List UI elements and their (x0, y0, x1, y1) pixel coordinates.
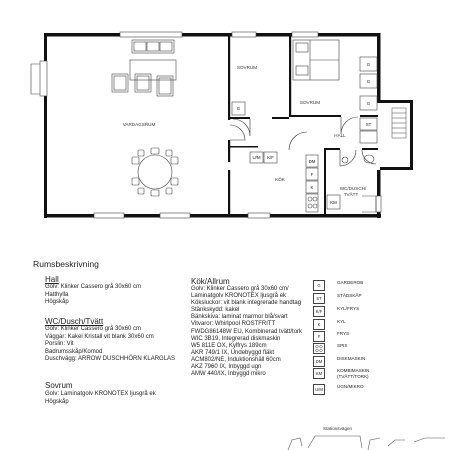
legend-item (310, 305, 445, 317)
entrance-canopy (31, 64, 40, 94)
hall-line: Högskåp (45, 299, 69, 306)
fixture-g-bedroom-2a: G (366, 62, 371, 67)
kok-line: WIC 3B19, Integrerad diskmaskin (191, 335, 281, 342)
hall-description (45, 284, 141, 307)
legend-label: KOMBIMASKIN (337, 368, 370, 373)
hall-line: Hatthylla (45, 291, 69, 298)
kok-line: Bänkskiva: laminat marmor blå/svart (191, 314, 288, 321)
kok-line: Vitvaror: Whirlpool ROSTFRITT (191, 321, 276, 328)
legend-item (310, 383, 445, 395)
legend-label: KYL (337, 319, 346, 324)
kok-line: Laminatgolv KRONOTEX ljusgrå ek (191, 293, 287, 300)
fixture-k-kitchen: K (310, 185, 314, 190)
stove-burners-icon (314, 344, 324, 353)
room-label-sovrum-1: SOVRUM (236, 65, 258, 70)
room-label-wc-tvatt: TVÄTT (343, 192, 359, 197)
room-description-title: Rumsbeskrivning (33, 259, 99, 269)
wc-line: Golv: Klinker Cassero grå 30x60 cm (45, 326, 142, 332)
legend-label: FRYS (337, 331, 350, 336)
fixture-km-wc: KM (330, 200, 337, 205)
sovrum-line: Högskåp (45, 398, 69, 405)
hall-heading: Hall (45, 275, 59, 284)
legend-code: U/M (313, 384, 325, 395)
dining-table (132, 148, 178, 196)
site-street-label: Stationsvägen (323, 426, 353, 431)
kok-line: AKZ 7960 IX, Inbyggd ugn (191, 364, 262, 371)
legend-code: KM (313, 368, 325, 379)
site-sketch (288, 436, 445, 450)
fixture-um-kitchen: U/M (252, 155, 261, 160)
wc-line: Badrumsskåp/Komod (45, 348, 103, 355)
fixture-g-bedroom-1: G (236, 106, 241, 111)
legend-label: DISKMASKIN (337, 356, 366, 361)
legend-label: UGN/MIKRO (337, 384, 364, 389)
kok-line: AMW 440/IX, Inbyggd mikro (191, 371, 266, 378)
kok-description (191, 286, 302, 378)
legend-label: SPIS (337, 343, 348, 348)
legend-item (310, 318, 445, 330)
entrance-stair (392, 108, 406, 138)
legend-label: GARDEROB (337, 280, 364, 285)
legend-item (310, 279, 445, 291)
kok-line: ACM802/NE, Induktionshäll 60cm (191, 356, 281, 363)
kok-line: W5 811E OX, Kylfrys 189cm (191, 342, 267, 349)
legend-code: ST (313, 293, 325, 304)
legend-label: KYL/FRYS (337, 306, 360, 311)
sovrum-description (45, 391, 156, 406)
wc-line: Duschvägg: ARROW DUSCHHÖRN KLARGLAS (45, 356, 176, 363)
hall-line: Golv: Klinker Cassero grå 30x60 cm (45, 284, 142, 290)
fixture-g-bedroom-2c: G (366, 101, 371, 106)
legend-code: F (313, 331, 325, 342)
fixture-st-hall: ST (365, 122, 372, 127)
wc-line: Väggar: Kakel Kristall vit blank 30x60 cm (45, 333, 154, 340)
legend-item (310, 330, 445, 342)
fixture-kf-kitchen: K/F (267, 155, 274, 160)
fixture-f-kitchen: F (310, 172, 314, 177)
room-label-kok: KÖK (275, 177, 285, 182)
sovrum-heading: Sovrum (45, 381, 73, 390)
stove-icon (313, 343, 325, 354)
room-label-wc: WC/DUSCH/ (339, 186, 367, 191)
sofa-group (112, 40, 176, 96)
fixture-dm-kitchen: DM (308, 159, 316, 164)
legend-item (310, 342, 445, 354)
legend-label: STÄDSKÅP (337, 293, 362, 298)
room-label-sovrum-2: SOVRUM (299, 100, 321, 105)
kok-line: FWDG86148W EU, Kombinerad tvätt/tork (191, 328, 303, 335)
kok-line: Stänkskydd: kakel (191, 307, 240, 314)
room-label-hall: HALL (334, 133, 346, 138)
room-label-vardagsrum: VARDAGSRUM (122, 122, 156, 127)
wc-heading: WC/Dusch/Tvätt (45, 317, 104, 326)
legend-code: K/F (313, 306, 325, 317)
kok-line: Köksluckor: vit blank integrerade handtag (191, 300, 302, 307)
kok-line: AKR 749/1 IX, Undebyggd fläkt (191, 349, 275, 356)
legend-label-2: (TVÄTT/TORK) (337, 373, 369, 379)
legend-item (310, 367, 445, 383)
kok-heading: Kök/Allrum (191, 277, 230, 286)
legend-code: K (313, 319, 325, 330)
fixture-g-bedroom-2b: G (366, 79, 371, 84)
wc-description (45, 326, 175, 364)
legend-code: DM (313, 356, 325, 367)
sovrum-line: Golv: Laminatgolv KRONOTEX ljusgrå ek (45, 391, 156, 397)
legend-item (310, 355, 445, 367)
wc-line: Porslin: Vit (45, 341, 74, 348)
legend-code: G (313, 280, 325, 291)
legend-item (310, 292, 445, 304)
kok-line: Golv: Klinker Cassero grå 30x60 cm/ (191, 286, 289, 292)
